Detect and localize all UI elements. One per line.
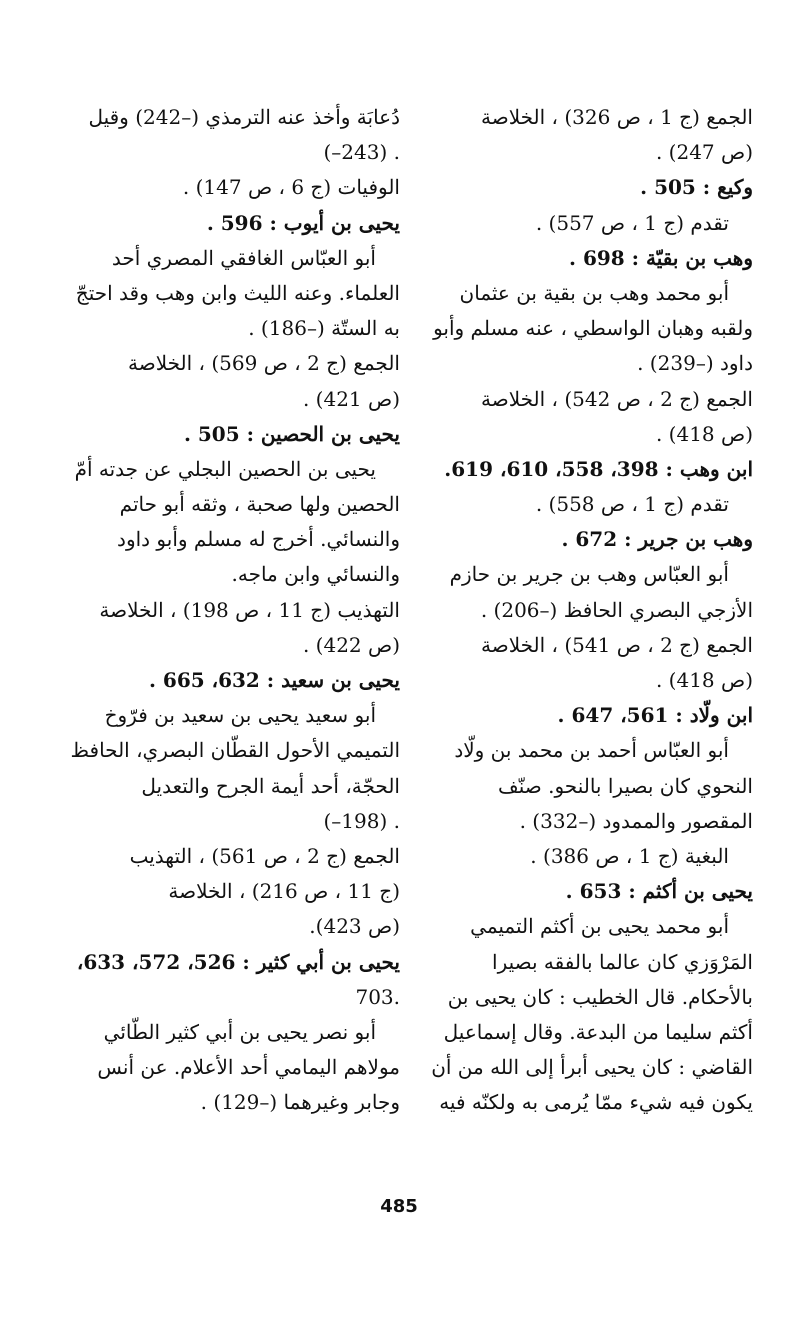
text-line: أبو محمد يحيى بن أكثم التميمي — [470, 914, 729, 939]
text-line: الجمع (ج 2 ، ص 541) ، الخلاصة — [480, 632, 753, 657]
text-line: مولاهم اليمامي أحد الأعلام. عن أنس — [97, 1055, 400, 1080]
text-line: التميمي الأحول القطّان البصري، الحافظ — [70, 738, 400, 763]
text-line: والنسائي. أخرج له مسلم وأبو داود — [117, 527, 400, 552]
text-line: (ص 422) . — [302, 632, 400, 657]
entry-heading: يحيى بن سعيد : 632، 665 . — [148, 668, 400, 692]
text-line: تقدم (ج 1 ، ص 557) . — [535, 210, 729, 235]
text-line: البغية (ج 1 ، ص 386) . — [530, 843, 729, 868]
text-line: 703. — [355, 984, 400, 1009]
text-line: تقدم (ج 1 ، ص 558) . — [535, 492, 729, 517]
entry-heading: ابن وهب : 398، 558، 610، 619. — [444, 456, 753, 481]
text-line: الوفيات (ج 6 ، ص 147) . — [182, 175, 400, 200]
text-line: أبو سعيد يحيى بن سعيد بن فرّوخ — [104, 703, 376, 728]
text-line: (ص 418) . — [655, 668, 753, 692]
text-line: العلماء. وعنه الليث وابن وهب وقد احتجّ — [75, 280, 400, 305]
text-line: يكون فيه شيء ممّا يُرمى به ولكنّه فيه — [439, 1090, 753, 1115]
entry-heading: وهب بن بقيّة : 698 . — [569, 245, 753, 270]
text-line: (ص 421) . — [302, 386, 400, 411]
text-line: وجابر وغيرهما (–129) . — [200, 1090, 400, 1115]
text-line: المقصور والممدود (–332) . — [519, 808, 753, 833]
text-line: الجمع (ج 2 ، ص 561) ، التهذيب — [129, 843, 400, 868]
text-line: أبو العبّاس الغافقي المصري أحد — [111, 245, 376, 270]
entry-heading: وهب بن جرير : 672 . — [561, 527, 753, 552]
entry-heading: وكيع : 505 . — [640, 175, 753, 200]
text-line: (ص 418) . — [655, 421, 753, 446]
text-line: (–198) . — [323, 808, 400, 833]
page-number: 485 — [380, 1196, 418, 1217]
text-line: أبو العبّاس أحمد بن محمد بن ولّاد — [454, 738, 729, 763]
text-line: أكثم سليما من البدعة. وقال إسماعيل — [443, 1019, 753, 1044]
text-line: الحجّة، أحد أيمة الجرح والتعديل — [141, 773, 400, 798]
text-line: الحصين ولها صحبة ، وثقه أبو حاتم — [119, 492, 400, 517]
text-line: أبو العبّاس وهب بن جرير بن حازم — [449, 562, 729, 587]
text-line: والنسائي وابن ماجه. — [231, 562, 400, 587]
text-line: التهذيب (ج 11 ، ص 198) ، الخلاصة — [99, 597, 400, 622]
text-line: الجمع (ج 2 ، ص 569) ، الخلاصة — [127, 351, 400, 376]
text-line: أبو محمد وهب بن بقية بن عثمان — [459, 280, 729, 305]
entry-heading: ابن ولّاد : 561، 647 . — [557, 703, 753, 728]
text-line: (–243) . — [323, 140, 400, 165]
text-line: (ج 11 ، ص 216) ، الخلاصة — [168, 879, 400, 904]
text-line: القاضي : كان يحيى أبرأ إلى الله من أن — [431, 1055, 753, 1080]
text-line: بالأحكام. قال الخطيب : كان يحيى بن — [447, 984, 753, 1009]
text-line: الجمع (ج 2 ، ص 542) ، الخلاصة — [480, 386, 753, 411]
text-line: ولقبه وهبان الواسطي ، عنه مسلم وأبو — [433, 316, 753, 341]
text-line: (ص 247) . — [655, 140, 753, 165]
entry-heading: يحيى بن أبي كثير : 526، 572، 633، — [76, 949, 400, 974]
left-column — [55, 100, 400, 1120]
text-line: الأزجي البصري الحافظ (–206) . — [480, 597, 753, 622]
text-line: دُعابَة وأخذ عنه الترمذي (–242) وقيل — [88, 105, 400, 129]
entry-heading: يحيى بن أكثم : 653 . — [565, 879, 753, 904]
text-line: (ص 423). — [309, 914, 400, 939]
right-column — [408, 100, 753, 1120]
text-line: داود (–239) . — [637, 351, 753, 376]
text-line: يحيى بن الحصين البجلي عن جدته أمّ — [74, 456, 376, 481]
text-line: أبو نصر يحيى بن أبي كثير الطّائي — [103, 1019, 376, 1044]
entry-heading: يحيى بن أيوب : 596 . — [206, 210, 400, 235]
text-line: به الستّة (–186) . — [248, 316, 400, 341]
text-line: الجمع (ج 1 ، ص 326) ، الخلاصة — [480, 105, 753, 129]
text-line: النحوي كان بصيرا بالنحو. صنّف — [498, 773, 753, 798]
text-line: المَرْوَزي كان عالما بالفقه بصيرا — [492, 949, 753, 974]
entry-heading: يحيى بن الحصين : 505 . — [183, 421, 400, 446]
